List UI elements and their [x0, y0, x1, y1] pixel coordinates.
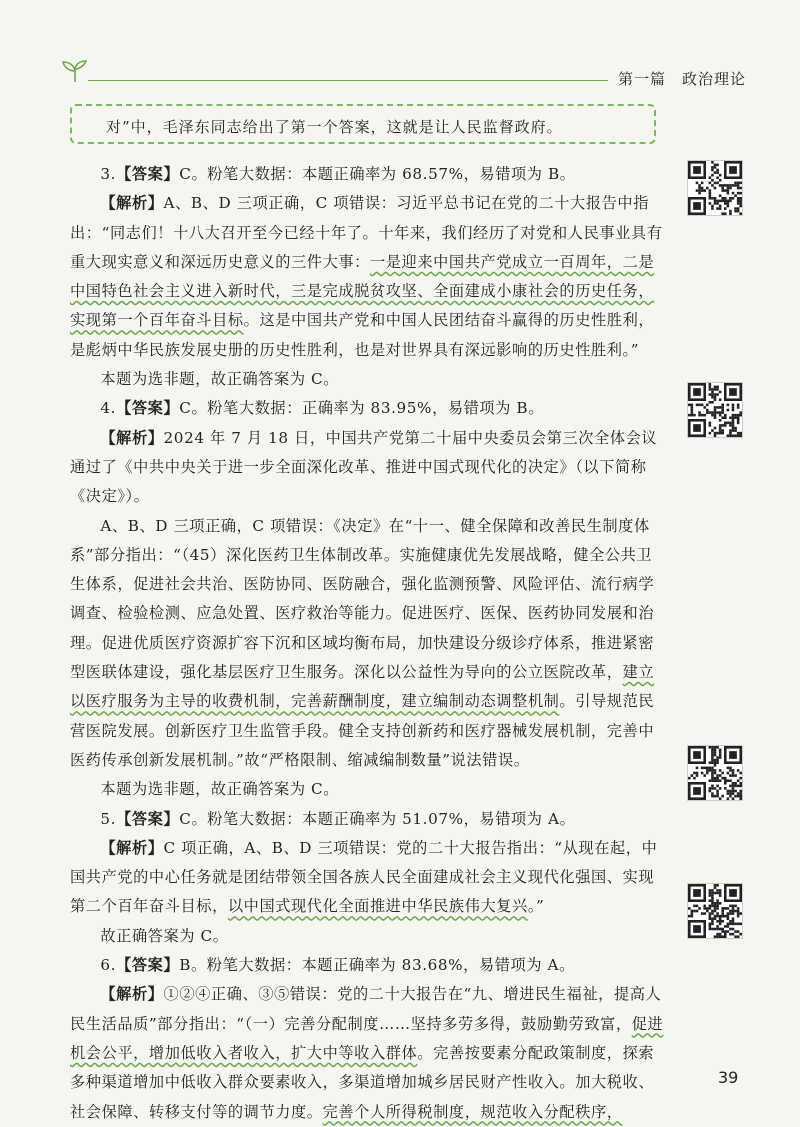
- answer-text: B。粉笔大数据：本题正确率为 83.68%，易错项为 A。: [179, 956, 575, 975]
- question-number: 3.: [100, 165, 117, 183]
- highlighted-text: 促进机会公平，增加低收入者收入，扩大中等收入群体: [70, 1014, 664, 1062]
- analysis-label: 【解析】: [100, 985, 164, 1004]
- analysis-text: A、B、D 三项正确，C 项错误：习近平总书记在党的二十大报告中指出：“同志们！十八大召开至今已经十年了。十年来，我们经历了对党和人民事业具有重大现实意义和深远历史意义的三件大事：: [70, 194, 663, 271]
- page-header: [0, 0, 800, 100]
- highlighted-text: 以中国式现代化全面推进中华民族伟大复兴: [227, 897, 528, 916]
- qr-code-icon: [687, 160, 743, 216]
- section-title: 第一篇 政治理论: [618, 70, 747, 88]
- header-rule: [88, 80, 608, 81]
- analysis-text: C 项正确，A、B、D 三项错误：党的二十大报告指出：“从现在起，中国共产党的中心任务就是团结带领全国各族人民全面建成社会主义现代化强国、实现第二个百年奋斗目标，: [70, 838, 658, 916]
- q4-analysis: [70, 512, 666, 776]
- answer-label: 【答案】: [116, 956, 180, 975]
- sprout-icon: [60, 58, 90, 84]
- qr-code-icon: [687, 745, 743, 801]
- analysis-text: ①②④正确、③⑤错误：党的二十大报告在“九、增进民生福祉，提高人民生活品质”部分指出：“（一）完善分配制度……坚持多劳多得，鼓励勤劳致富，: [70, 985, 662, 1033]
- note-text: 对”中，毛泽东同志给出了第一个答案，这就是让人民监督政府。: [106, 118, 563, 136]
- answer-text: C。粉笔大数据：正确率为 83.95%，易错项为 B。: [179, 399, 544, 418]
- question-number: 4.: [100, 399, 117, 418]
- q4-analysis-intro: [70, 424, 666, 512]
- q4-conclusion: 本题为选非题，故正确答案为 C。: [100, 780, 340, 799]
- answer-text: C。粉笔大数据：本题正确率为 68.57%，易错项为 B。: [179, 165, 576, 183]
- q5-answer: [70, 805, 666, 834]
- answer-label: 【答案】: [116, 399, 180, 418]
- note-box: [70, 104, 656, 144]
- answer-label: 【答案】: [116, 165, 180, 183]
- analysis-text: A、B、D 三项正确，C 项错误：《决定》在“十一、健全保障和改善民生制度体系”部分指出：“（45）深化医药卫生体制改革。实施健康优先发展战略，健全公共卫生体系，促进社会共治、医防协同、医防融合，强化监测预警、风险评估、流行病学调查、检验检测、应急处置、医疗救治等能力。促进医疗、医保、医药协同发展和治理。促进优质医疗资源扩容下沉和区域均衡布局，加快建设分级诊疗体系，推进紧密型医联体建设，强化基层医疗卫生服务。深化以公益性为导向的公立医院改革，: [70, 516, 655, 682]
- q3-conclusion: 本题为选非题，故正确答案为 C。: [100, 370, 340, 389]
- q6-answer: [70, 951, 666, 980]
- q5-analysis: [70, 834, 666, 922]
- analysis-label: 【解析】: [100, 428, 164, 447]
- qr-code-icon: [687, 883, 743, 939]
- q6-analysis: [70, 980, 666, 1126]
- highlighted-text: 完善个人所得税制度，规范收入分配秩序，: [322, 1102, 623, 1121]
- highlighted-text: 建立以医疗服务为主导的收费机制，完善薪酬制度，建立编制动态调整机制: [70, 663, 655, 711]
- answer-label: 【答案】: [116, 809, 180, 828]
- q4-answer: [70, 394, 666, 423]
- qr-code-icon: [687, 382, 743, 438]
- analysis-text: 2024 年 7 月 18 日，中国共产党第二十届中央委员会第三次全体会议通过了《中共中央关于进一步全面深化改革、推进中国式现代化的决定》（以下简称《决定》）。: [70, 428, 658, 506]
- analysis-text: 。引导规范民营医院发展。创新医疗卫生监管手段。健全支持创新药和医疗器械发展机制，完善中医药传承创新发展机制。”故“严格限制、缩减编制数量”说法错误。: [70, 692, 655, 769]
- page-number: 39: [718, 1068, 739, 1087]
- analysis-label: 【解析】: [100, 194, 164, 213]
- analysis-label: 【解析】: [100, 838, 164, 857]
- q5-conclusion: 故正确答案为 C。: [100, 926, 229, 945]
- highlighted-text: 一是迎来中国共产党成立一百周年，二是中国特色社会主义进入新时代，三是完成脱贫攻坚、全面建成小康社会的历史任务，实现第一个百年奋斗目标: [70, 252, 655, 330]
- q3-analysis: [70, 189, 666, 365]
- answer-content: [70, 160, 666, 1127]
- analysis-text: 。”: [527, 897, 545, 916]
- question-number: 5.: [100, 809, 117, 828]
- q3-answer: [70, 160, 666, 189]
- analysis-text: 。完善按要素分配政策制度，探索多种渠道增加中低收入群众要素收入，多渠道增加城乡居民财产性收入。加大税收、社会保障、转移支付等的调节力度。: [70, 1043, 655, 1121]
- answer-text: C。粉笔大数据：本题正确率为 51.07%，易错项为 A。: [179, 809, 576, 828]
- analysis-text: 。这是中国共产党和中国人民团结奋斗赢得的历史性胜利，是彪炳中华民族发展史册的历史性胜利，也是对世界具有深远影响的历史性胜利。”: [70, 311, 655, 359]
- question-number: 6.: [100, 956, 117, 975]
